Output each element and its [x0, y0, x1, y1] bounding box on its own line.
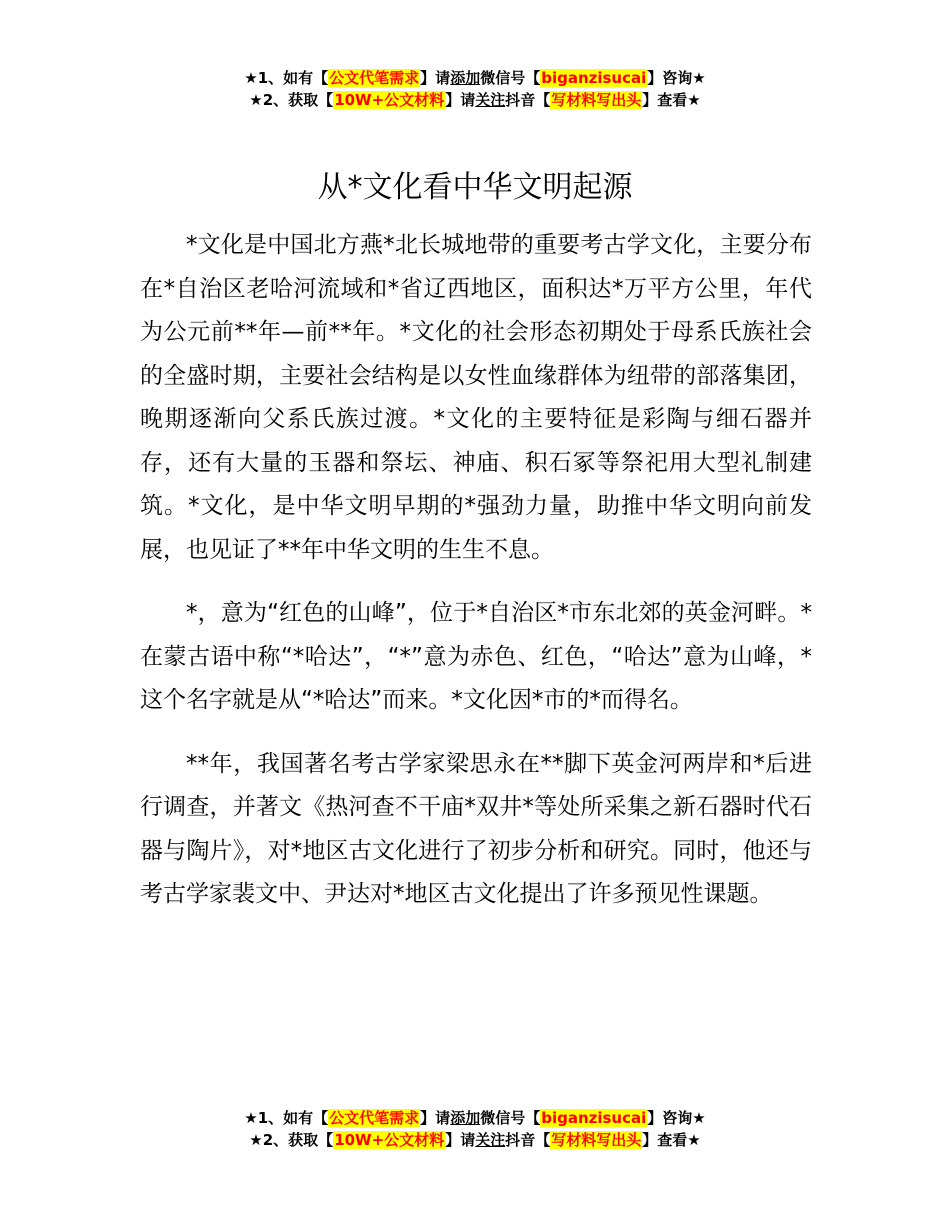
document-body [140, 224, 812, 937]
banner-text: 抖音【 [505, 1131, 551, 1149]
banner-highlight: 10W+公文材料 [334, 91, 445, 109]
banner-text: 】请 [420, 69, 451, 87]
banner-text: 】咨询★ [647, 1109, 706, 1127]
banner-line-1 [0, 1107, 950, 1129]
banner-line-1 [0, 67, 950, 89]
banner-text: ★2、获取【 [249, 1131, 334, 1149]
banner-highlight: 写材料写出头 [551, 91, 642, 109]
banner-line-2 [0, 1129, 950, 1151]
banner-underlined: 添加 [450, 1109, 481, 1127]
body-paragraph: **年，我国著名考古学家梁思永在**脚下英金河两岸和*后进行调查，并著文《热河查不干庙*双井*等处所采集之新石器时代石器与陶片》，对*地区古文化进行了初步分析和研究。同时，他还与考古学家裴文中、尹达对*地区古文化提出了许多预见性课题。 [140, 750, 812, 907]
banner-text: ★2、获取【 [249, 91, 334, 109]
body-paragraph: *，意为“红色的山峰”，位于*自治区*市东北郊的英金河畔。*在蒙古语中称“*哈达”，“*”意为赤色、红色，“哈达”意为山峰，*这个名字就是从“*哈达”而来。*文化因*市的*而得名。 [140, 600, 812, 713]
banner-highlight: 10W+公文材料 [334, 1131, 445, 1149]
banner-highlight: biganzisucai [541, 69, 647, 87]
banner-text: 微信号【 [480, 69, 541, 87]
banner-text: 微信号【 [480, 1109, 541, 1127]
banner-text: 抖音【 [505, 91, 551, 109]
banner-highlight: biganzisucai [541, 1109, 647, 1127]
banner-underlined: 添加 [450, 69, 481, 87]
banner-text: 】查看★ [642, 91, 701, 109]
banner-underlined: 关注 [475, 91, 506, 109]
banner-highlight: 公文代笔需求 [329, 1109, 420, 1127]
banner-underlined: 关注 [475, 1131, 506, 1149]
banner-text: ★1、如有【 [244, 69, 329, 87]
document-title: 从*文化看中华文明起源 [317, 170, 633, 205]
banner-text: 】咨询★ [647, 69, 706, 87]
footer-banner [0, 1107, 950, 1151]
banner-text: ★1、如有【 [244, 1109, 329, 1127]
body-paragraph: *文化是中国北方燕*北长城地带的重要考古学文化，主要分布在*自治区老哈河流域和*省辽西地区，面积达*万平方公里，年代为公元前**年—前**年。*文化的社会形态初期处于母系氏族社会的全盛时期，主要社会结构是以女性血缘群体为纽带的部落集团，晚期逐渐向父系氏族过渡。*文化的主要特征是彩陶与细石器并存，还有大量的玉器和祭坛、神庙、积石冢等祭祀用大型礼制建筑。*文化，是中华文明早期的*强劲力量，助推中华文明向前发展，也见证了**年中华文明的生生不息。 [140, 232, 812, 563]
banner-text: 】查看★ [642, 1131, 701, 1149]
banner-text: 】请 [420, 1109, 451, 1127]
banner-text: 】请 [445, 91, 476, 109]
banner-text: 】请 [445, 1131, 476, 1149]
header-banner [0, 67, 950, 111]
banner-line-2 [0, 89, 950, 111]
banner-highlight: 写材料写出头 [551, 1131, 642, 1149]
banner-highlight: 公文代笔需求 [329, 69, 420, 87]
